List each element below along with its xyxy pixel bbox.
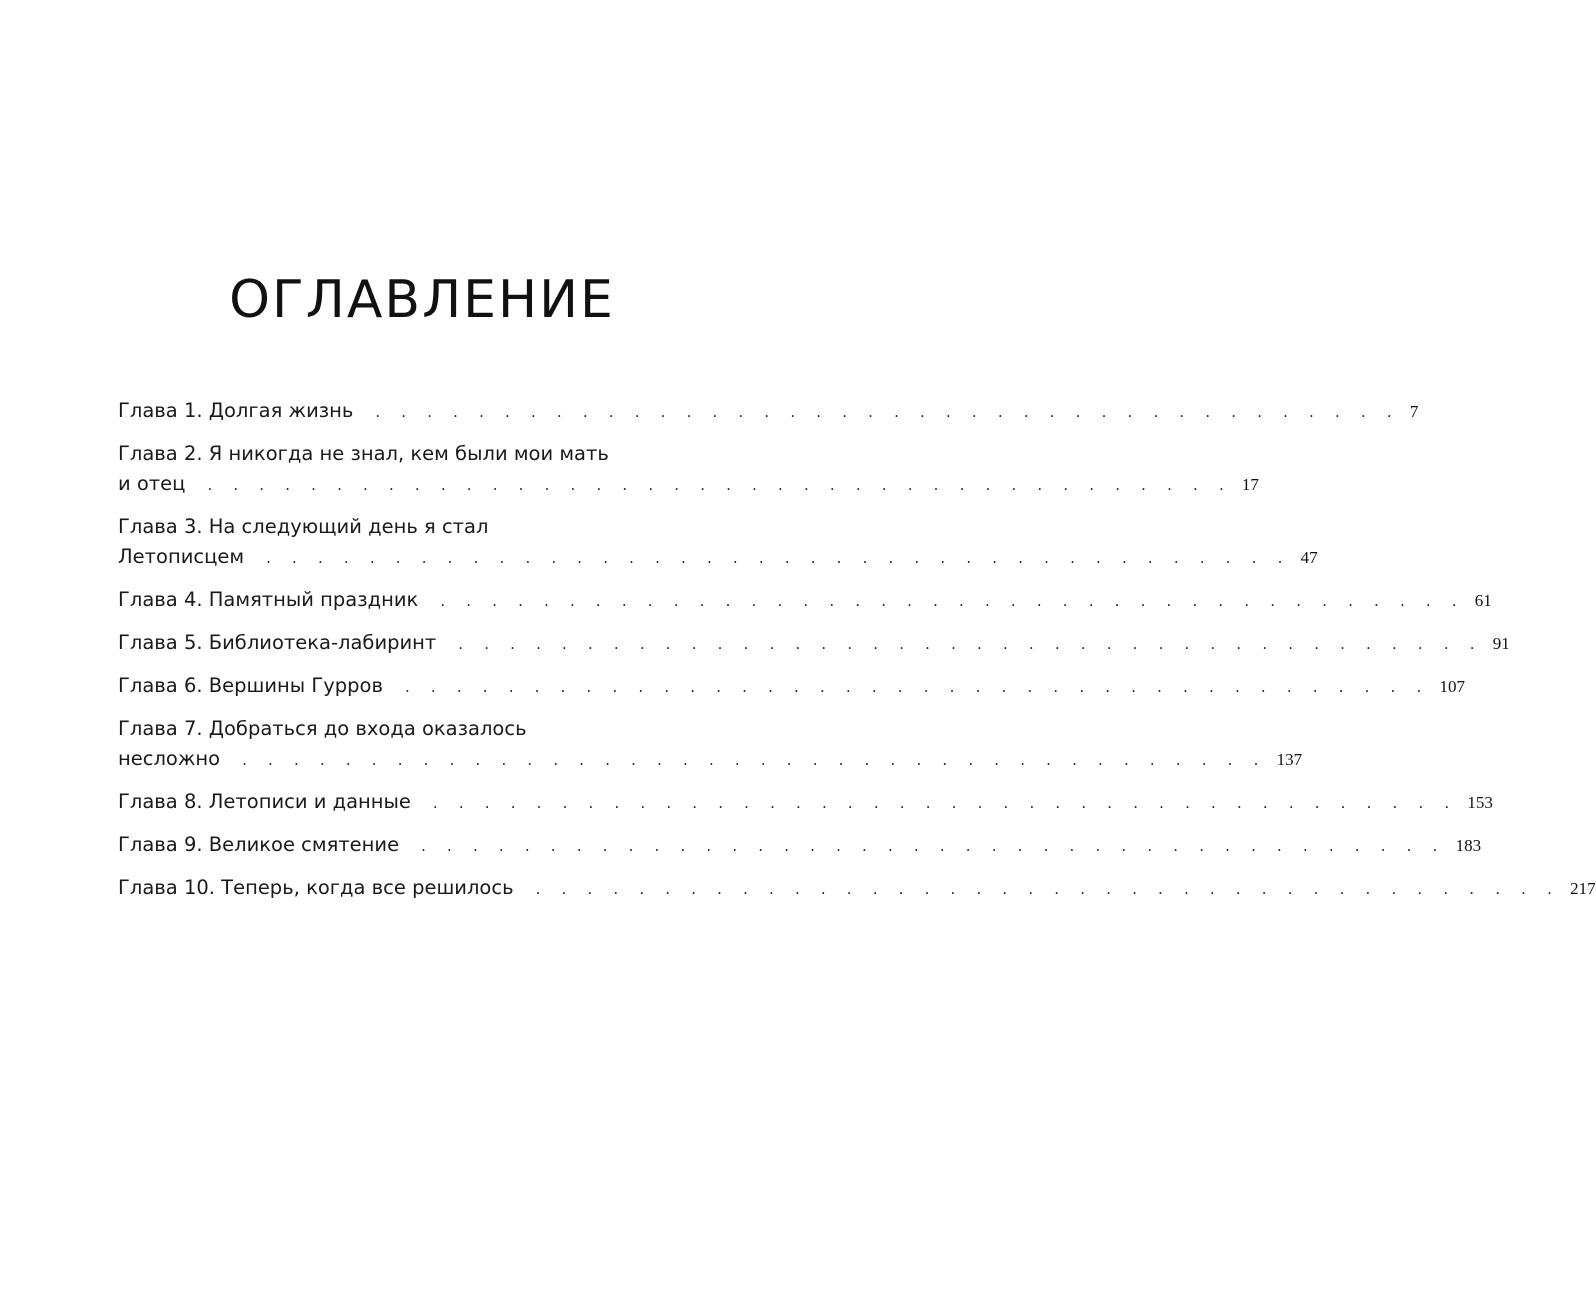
toc-dot-leader: . . . . . . . . . . . . . . . . . . . . . . . . . . . . . . . . . . . . . . . . <box>242 751 1267 769</box>
toc-chapter-title-line-2: несложно <box>118 747 221 770</box>
toc-line <box>118 469 1259 500</box>
toc-line <box>118 787 1493 818</box>
toc-page-number: 61 <box>1474 591 1492 610</box>
toc-chapter-title-line-1: Глава 2. Я никогда не знал, кем были мои мать <box>118 442 609 465</box>
toc-entry-chapter-5 <box>118 628 1510 659</box>
toc-page-number: 137 <box>1276 750 1303 769</box>
toc-page-number: 17 <box>1241 475 1259 494</box>
toc-chapter-title: Глава 6. Вершины Гурров <box>118 674 383 697</box>
toc-line <box>118 671 1465 702</box>
toc-chapter-title: Глава 5. Библиотека-лабиринт <box>118 631 437 654</box>
toc-entry-chapter-10 <box>118 873 1596 904</box>
toc-page-number: 91 <box>1492 634 1510 653</box>
toc-dot-leader: . . . . . . . . . . . . . . . . . . . . . . . . . . . . . . . . . . . . . . . . <box>266 549 1291 567</box>
toc-dot-leader: . . . . . . . . . . . . . . . . . . . . . . . . . . . . . . . . . . . . . . . . <box>421 837 1446 855</box>
toc-entry-chapter-6 <box>118 671 1465 702</box>
toc-dot-leader: . . . . . . . . . . . . . . . . . . . . . . . . . . . . . . . . . . . . . . . . <box>458 635 1483 653</box>
toc-entry-chapter-3 <box>118 512 1318 573</box>
toc-chapter-title-line-2: Летописцем <box>118 545 245 568</box>
toc-page-number: 107 <box>1439 677 1465 696</box>
toc-entry-chapter-1 <box>118 396 1419 427</box>
toc-title: ОГЛАВЛЕНИЕ <box>229 270 615 330</box>
toc-line <box>118 396 1419 427</box>
toc-page-number: 153 <box>1467 793 1493 812</box>
toc-chapter-title-line-1: Глава 3. На следующий день я стал <box>118 515 489 538</box>
toc-entry-chapter-2 <box>118 439 1259 500</box>
toc-entry-chapter-9 <box>118 830 1482 861</box>
toc-line <box>118 542 1318 573</box>
toc-line <box>118 744 1303 775</box>
toc-line <box>118 628 1510 659</box>
toc-entry-chapter-4 <box>118 585 1492 616</box>
toc-dot-leader: . . . . . . . . . . . . . . . . . . . . . . . . . . . . . . . . . . . . . . . . <box>207 476 1232 494</box>
toc-page-number: 7 <box>1409 402 1419 421</box>
toc-list <box>118 396 1596 916</box>
toc-dot-leader: . . . . . . . . . . . . . . . . . . . . . . . . . . . . . . . . . . . . . . . . <box>404 678 1430 696</box>
toc-chapter-title: Глава 8. Летописи и данные <box>118 790 411 813</box>
toc-chapter-title-line-1: Глава 7. Добраться до входа оказалось <box>118 717 527 740</box>
toc-line <box>118 830 1482 861</box>
toc-chapter-title: Глава 4. Памятный праздник <box>118 588 419 611</box>
toc-chapter-title: Глава 1. Долгая жизнь <box>118 399 354 422</box>
toc-dot-leader: . . . . . . . . . . . . . . . . . . . . . . . . . . . . . . . . . . . . . . . . <box>375 403 1400 421</box>
toc-line <box>118 873 1596 904</box>
toc-chapter-title-line-2: и отец <box>118 472 186 495</box>
toc-entry-chapter-8 <box>118 787 1493 818</box>
toc-chapter-title: Глава 9. Великое смятение <box>118 833 400 856</box>
toc-page-number: 217 <box>1570 879 1596 898</box>
toc-page-number: 47 <box>1300 548 1318 567</box>
toc-line <box>118 585 1492 616</box>
toc-entry-chapter-7 <box>118 714 1303 775</box>
toc-chapter-title: Глава 10. Теперь, когда все решилось <box>118 876 514 899</box>
toc-dot-leader: . . . . . . . . . . . . . . . . . . . . . . . . . . . . . . . . . . . . . . . . <box>440 592 1465 610</box>
toc-page-number: 183 <box>1455 836 1482 855</box>
toc-dot-leader: . . . . . . . . . . . . . . . . . . . . . . . . . . . . . . . . . . . . . . . . <box>432 794 1458 812</box>
toc-dot-leader: . . . . . . . . . . . . . . . . . . . . . . . . . . . . . . . . . . . . . . . . <box>535 880 1561 898</box>
